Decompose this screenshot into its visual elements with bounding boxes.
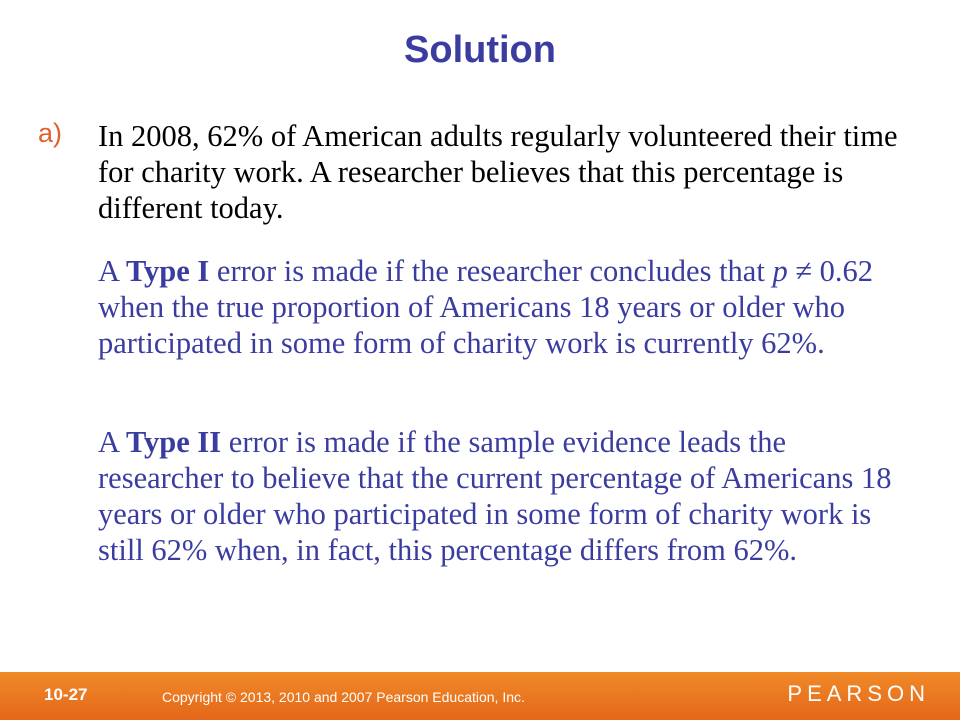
type-two-pre: A bbox=[98, 425, 126, 459]
variable-p: p bbox=[772, 254, 788, 288]
type-two-explanation bbox=[98, 424, 898, 568]
type-one-explanation bbox=[98, 253, 898, 361]
type-two-term: Type II bbox=[125, 425, 222, 459]
type-one-post: ≠ 0.62 when the true proportion of Americans 18 years or older who participated in some form of charity work is currently 62%. bbox=[98, 254, 874, 360]
pearson-logo: PEARSON bbox=[787, 681, 930, 706]
footer-bar bbox=[0, 672, 960, 720]
page-number: 10-27 bbox=[44, 685, 88, 704]
type-one-term: Type I bbox=[125, 254, 210, 288]
slide-title: Solution bbox=[404, 29, 556, 71]
type-one-mid: error is made if the researcher concludes that bbox=[209, 254, 773, 288]
type-two-post: error is made if the sample evidence leads the researcher to believe that the current percentage of Americans 18 years or older who participated in some form of charity work is still 62% when, in fact, this percentage differs from 62%. bbox=[98, 425, 892, 567]
type-one-pre: A bbox=[98, 254, 126, 288]
copyright-text: Copyright © 2013, 2010 and 2007 Pearson Education, Inc. bbox=[162, 689, 525, 705]
question-text: In 2008, 62% of American adults regularly volunteered their time for charity work. A researcher believes that this percentage is different today. bbox=[98, 119, 898, 225]
item-label: a) bbox=[38, 118, 63, 148]
